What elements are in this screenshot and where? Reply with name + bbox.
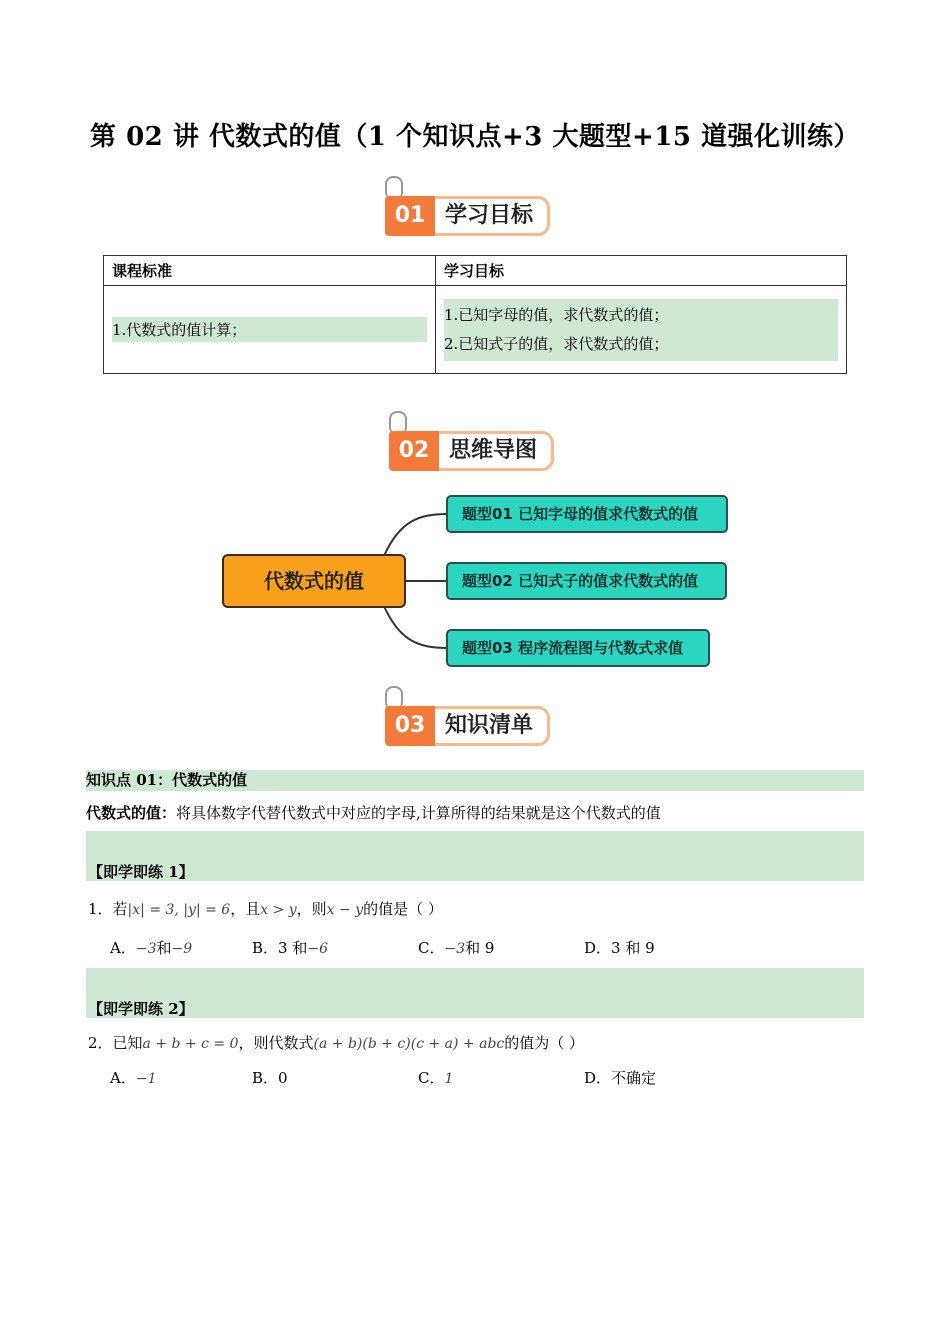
q2-option-a[interactable] bbox=[110, 1067, 156, 1088]
section-label: 学习目标 bbox=[435, 196, 550, 236]
q2-text: ，则代数式 bbox=[238, 1034, 314, 1052]
q2-option-b[interactable] bbox=[252, 1067, 288, 1088]
page-title: 第 02 讲 代数式的值（1 个知识点+3 大题型+15 道强化训练） bbox=[90, 122, 860, 152]
knowledge-heading: 知识点 01：代数式的值 bbox=[86, 770, 864, 791]
table-header-standard: 课程标准 bbox=[104, 256, 436, 286]
option-label: A． bbox=[110, 939, 136, 957]
option-text: 不确定 bbox=[611, 1069, 657, 1087]
q1-math: x > y bbox=[260, 902, 297, 918]
practice-1-heading: 【即学即练 1】 bbox=[88, 863, 194, 881]
objective-item: 2.已知式子的值，求代数式的值； bbox=[444, 334, 669, 353]
option-label: B． bbox=[252, 939, 279, 957]
q1-math: x − y bbox=[326, 902, 364, 918]
option-label: A． bbox=[110, 1069, 136, 1087]
option-text: 0 bbox=[278, 1069, 288, 1087]
standard-text: 1.代数式的值计算； bbox=[112, 317, 427, 342]
q2-option-c[interactable] bbox=[418, 1067, 453, 1088]
question-1 bbox=[88, 898, 443, 919]
option-text: 3 和 bbox=[278, 939, 308, 957]
section-badge-03 bbox=[385, 700, 565, 748]
option-math: −6 bbox=[307, 941, 328, 957]
option-text: 3 和 9 bbox=[611, 939, 655, 957]
mindmap-branch: 题型03 程序流程图与代数式求值 bbox=[446, 629, 710, 667]
question-2 bbox=[88, 1032, 584, 1053]
section-label: 知识清单 bbox=[435, 706, 550, 746]
option-math: −3 bbox=[444, 941, 466, 957]
knowledge-definition bbox=[86, 802, 661, 823]
practice-2-heading: 【即学即练 2】 bbox=[88, 1000, 194, 1018]
option-label: D． bbox=[584, 1069, 612, 1087]
q1-text: ，则 bbox=[296, 900, 327, 918]
q1-option-a[interactable] bbox=[110, 937, 192, 958]
definition-term: 代数式的值： bbox=[86, 804, 177, 822]
section-number: 01 bbox=[385, 196, 435, 236]
option-text: 和 bbox=[156, 939, 172, 957]
q1-text: ，且 bbox=[230, 900, 261, 918]
option-math: −1 bbox=[135, 1071, 157, 1087]
section-number: 03 bbox=[385, 706, 435, 746]
definition-text: 将具体数字代替代数式中对应的字母,计算所得的结果就是这个代数式的值 bbox=[176, 804, 661, 822]
option-label: C． bbox=[418, 1069, 445, 1087]
q2-math: a + b + c = 0 bbox=[142, 1036, 239, 1052]
option-math: 1 bbox=[444, 1071, 454, 1087]
option-label: C． bbox=[418, 939, 445, 957]
option-label: D． bbox=[584, 939, 612, 957]
section-label: 思维导图 bbox=[439, 431, 554, 471]
q2-prefix: 2．已知 bbox=[88, 1034, 143, 1052]
mindmap-branch: 题型01 已知字母的值求代数式的值 bbox=[446, 495, 728, 533]
practice-1-band bbox=[86, 831, 864, 881]
q1-math: |x| = 3, |y| = 6 bbox=[127, 902, 231, 918]
q1-option-c[interactable] bbox=[418, 937, 494, 958]
objective-item: 1.已知字母的值，求代数式的值； bbox=[444, 305, 669, 324]
q1-prefix: 1．若 bbox=[88, 900, 128, 918]
mindmap-branch: 题型02 已知式子的值求代数式的值 bbox=[446, 562, 727, 600]
mindmap-root: 代数式的值 bbox=[222, 554, 406, 608]
q1-option-d[interactable] bbox=[584, 937, 655, 958]
option-label: B． bbox=[252, 1069, 279, 1087]
practice-2-band bbox=[86, 968, 864, 1018]
q1-suffix: 的值是（ ） bbox=[363, 900, 443, 918]
option-math: −3 bbox=[135, 941, 157, 957]
table-header-objectives: 学习目标 bbox=[436, 256, 847, 286]
q2-option-d[interactable] bbox=[584, 1067, 656, 1088]
q2-math: (a + b)(b + c)(c + a) + abc bbox=[313, 1036, 505, 1052]
q1-option-b[interactable] bbox=[252, 937, 328, 958]
option-text: 和 9 bbox=[465, 939, 495, 957]
q2-suffix: 的值为（ ） bbox=[504, 1034, 585, 1052]
option-math: −9 bbox=[171, 941, 193, 957]
section-number: 02 bbox=[389, 431, 439, 471]
